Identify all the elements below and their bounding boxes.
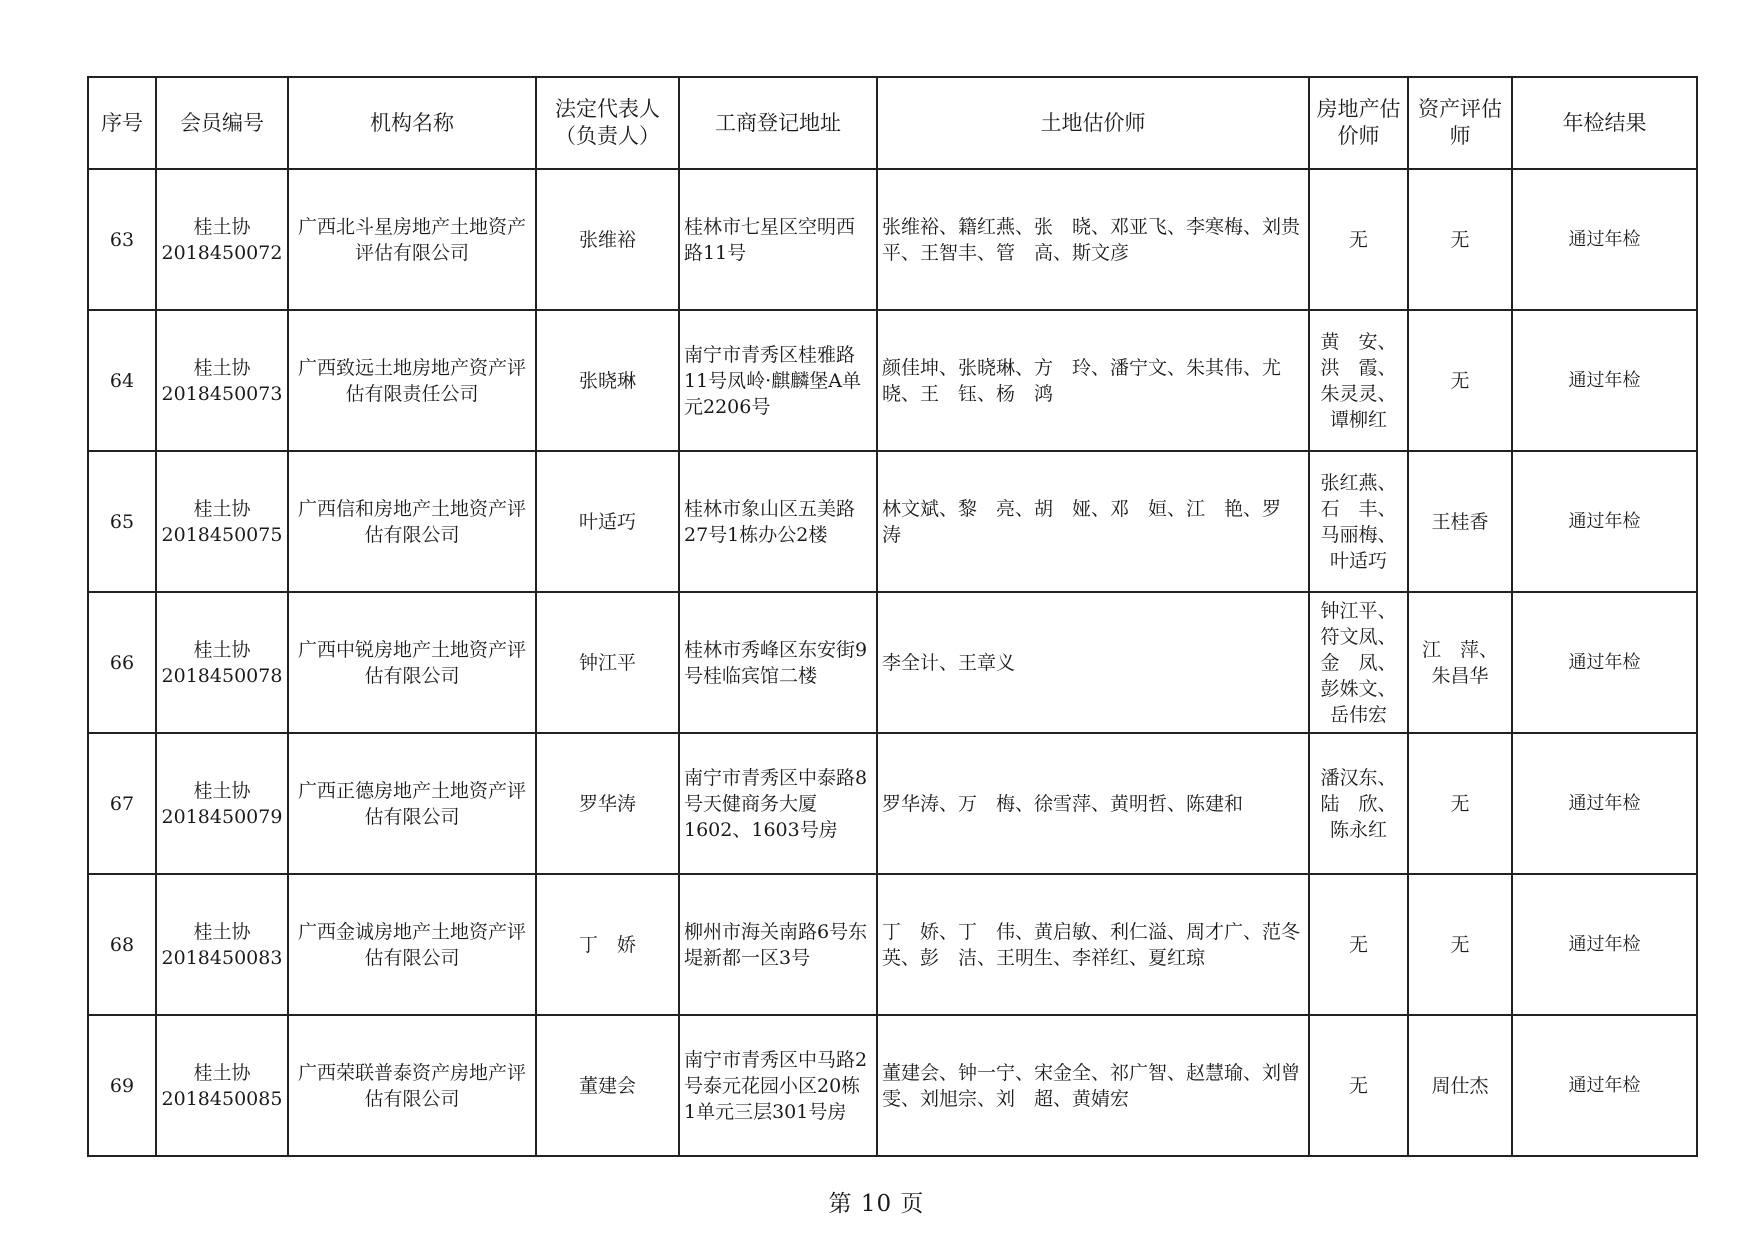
cell-address: 桂林市秀峰区东安街9号桂临宾馆二楼: [679, 592, 877, 733]
cell-address: 南宁市青秀区中泰路8号天健商务大厦1602、1603号房: [679, 733, 877, 874]
cell-member-no: [156, 592, 288, 733]
header-address: 工商登记地址: [679, 77, 877, 169]
cell-org-name: 广西金诚房地产土地资产评估有限公司: [288, 874, 536, 1015]
cell-legal-rep: 罗华涛: [536, 733, 679, 874]
cell-seq: 68: [88, 874, 156, 1015]
member-number: 2018450083: [161, 946, 283, 969]
cell-seq: 69: [88, 1015, 156, 1156]
cell-asset-appraisers: 江 萍、朱昌华: [1408, 592, 1512, 733]
cell-asset-appraisers: 无: [1408, 169, 1512, 310]
cell-asset-appraisers: 无: [1408, 310, 1512, 451]
member-table-container: [87, 76, 1696, 1157]
cell-real-estate-appraisers: 黄 安、洪 霞、朱灵灵、谭柳红: [1309, 310, 1408, 451]
table-row: [88, 592, 1697, 733]
cell-member-no: [156, 874, 288, 1015]
cell-org-name: 广西致远土地房地产资产评估有限责任公司: [288, 310, 536, 451]
table-row: [88, 733, 1697, 874]
cell-member-no: [156, 1015, 288, 1156]
table-row: [88, 451, 1697, 592]
cell-legal-rep: 丁 娇: [536, 874, 679, 1015]
member-prefix: 桂土协: [193, 920, 251, 943]
cell-real-estate-appraisers: 张红燕、石 丰、马丽梅、叶适巧: [1309, 451, 1408, 592]
page-number: 第 10 页: [828, 1191, 925, 1217]
member-prefix: 桂土协: [193, 215, 251, 238]
cell-asset-appraisers: 周仕杰: [1408, 1015, 1512, 1156]
header-real-estate-appraisers: 房地产估价师: [1309, 77, 1408, 169]
header-land-appraisers: 土地估价师: [877, 77, 1309, 169]
cell-legal-rep: 叶适巧: [536, 451, 679, 592]
table-row: [88, 169, 1697, 310]
cell-land-appraisers: 张维裕、籍红燕、张 晓、邓亚飞、李寒梅、刘贵平、王智丰、管 高、斯文彦: [877, 169, 1309, 310]
cell-org-name: 广西信和房地产土地资产评估有限公司: [288, 451, 536, 592]
cell-asset-appraisers: 无: [1408, 733, 1512, 874]
cell-address: 南宁市青秀区中马路2号泰元花园小区20栋1单元三层301号房: [679, 1015, 877, 1156]
cell-member-no: [156, 169, 288, 310]
table-row: [88, 874, 1697, 1015]
member-number: 2018450075: [161, 523, 283, 546]
member-prefix: 桂土协: [193, 779, 251, 802]
member-number: 2018450079: [161, 805, 283, 828]
member-number: 2018450085: [161, 1087, 283, 1110]
cell-org-name: 广西北斗星房地产土地资产评估有限公司: [288, 169, 536, 310]
cell-seq: 67: [88, 733, 156, 874]
cell-legal-rep: 钟江平: [536, 592, 679, 733]
table-header: [88, 77, 1697, 169]
header-annual-result: 年检结果: [1512, 77, 1697, 169]
member-number: 2018450073: [161, 382, 283, 405]
cell-real-estate-appraisers: 潘汉东、陆 欣、陈永红: [1309, 733, 1408, 874]
cell-member-no: [156, 733, 288, 874]
cell-real-estate-appraisers: 无: [1309, 1015, 1408, 1156]
table-body: [88, 169, 1697, 1156]
cell-legal-rep: 张晓琳: [536, 310, 679, 451]
cell-land-appraisers: 丁 娇、丁 伟、黄启敏、利仁溢、周才广、范冬英、彭 洁、王明生、李祥红、夏红琼: [877, 874, 1309, 1015]
cell-seq: 63: [88, 169, 156, 310]
cell-seq: 65: [88, 451, 156, 592]
header-seq: 序号: [88, 77, 156, 169]
member-prefix: 桂土协: [193, 638, 251, 661]
cell-annual-result: 通过年检: [1512, 451, 1697, 592]
cell-asset-appraisers: 王桂香: [1408, 451, 1512, 592]
cell-land-appraisers: 颜佳坤、张晓琳、方 玲、潘宁文、朱其伟、尤 晓、王 钰、杨 鸿: [877, 310, 1309, 451]
header-member-no: 会员编号: [156, 77, 288, 169]
cell-annual-result: 通过年检: [1512, 310, 1697, 451]
cell-member-no: [156, 310, 288, 451]
cell-annual-result: 通过年检: [1512, 1015, 1697, 1156]
cell-org-name: 广西中锐房地产土地资产评估有限公司: [288, 592, 536, 733]
cell-org-name: 广西荣联普泰资产房地产评估有限公司: [288, 1015, 536, 1156]
cell-real-estate-appraisers: 无: [1309, 874, 1408, 1015]
cell-annual-result: 通过年检: [1512, 169, 1697, 310]
member-prefix: 桂土协: [193, 497, 251, 520]
cell-org-name: 广西正德房地产土地资产评估有限公司: [288, 733, 536, 874]
cell-address: 南宁市青秀区桂雅路11号凤岭·麒麟堡A单元2206号: [679, 310, 877, 451]
table-row: [88, 1015, 1697, 1156]
header-asset-appraisers: 资产评估师: [1408, 77, 1512, 169]
member-number: 2018450078: [161, 664, 283, 687]
cell-address: 桂林市七星区空明西路11号: [679, 169, 877, 310]
cell-land-appraisers: 罗华涛、万 梅、徐雪萍、黄明哲、陈建和: [877, 733, 1309, 874]
cell-legal-rep: 张维裕: [536, 169, 679, 310]
cell-member-no: [156, 451, 288, 592]
cell-land-appraisers: 李全计、王章义: [877, 592, 1309, 733]
cell-address: 柳州市海关南路6号东堤新都一区3号: [679, 874, 877, 1015]
cell-land-appraisers: 董建会、钟一宁、宋金全、祁广智、赵慧瑜、刘曾雯、刘旭宗、刘 超、黄婧宏: [877, 1015, 1309, 1156]
header-org-name: 机构名称: [288, 77, 536, 169]
cell-annual-result: 通过年检: [1512, 874, 1697, 1015]
cell-land-appraisers: 林文斌、黎 亮、胡 娅、邓 姮、江 艳、罗 涛: [877, 451, 1309, 592]
member-table: [87, 76, 1698, 1157]
cell-legal-rep: 董建会: [536, 1015, 679, 1156]
cell-asset-appraisers: 无: [1408, 874, 1512, 1015]
cell-real-estate-appraisers: 钟江平、符文凤、金 凤、彭姝文、岳伟宏: [1309, 592, 1408, 733]
cell-annual-result: 通过年检: [1512, 733, 1697, 874]
header-row: [88, 77, 1697, 169]
cell-real-estate-appraisers: 无: [1309, 169, 1408, 310]
member-prefix: 桂土协: [193, 1061, 251, 1084]
cell-seq: 66: [88, 592, 156, 733]
member-prefix: 桂土协: [193, 356, 251, 379]
header-legal-rep: 法定代表人（负责人）: [536, 77, 679, 169]
cell-address: 桂林市象山区五美路27号1栋办公2楼: [679, 451, 877, 592]
cell-seq: 64: [88, 310, 156, 451]
cell-annual-result: 通过年检: [1512, 592, 1697, 733]
member-number: 2018450072: [161, 241, 283, 264]
table-row: [88, 310, 1697, 451]
